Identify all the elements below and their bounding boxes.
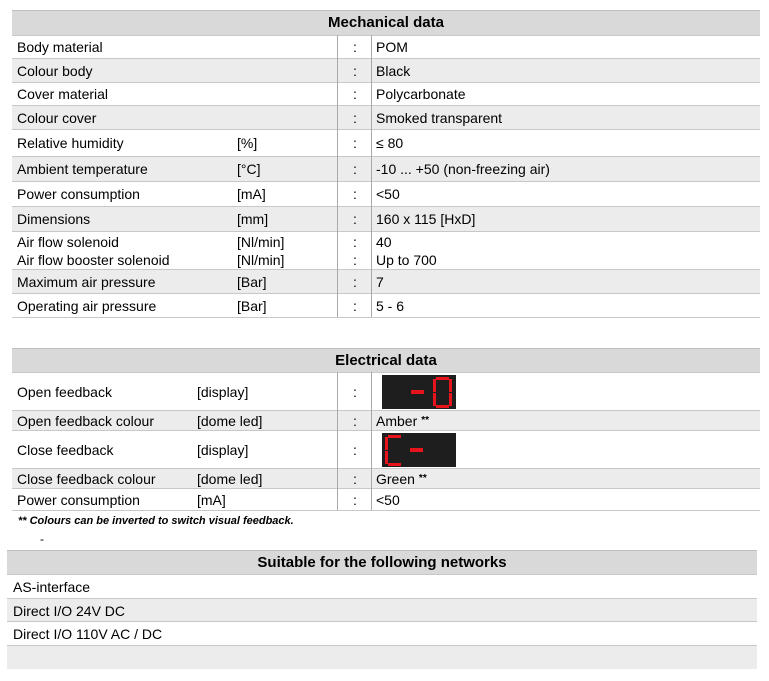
table-row [12,156,760,181]
row-separator: : [353,412,357,429]
segment-display-c-minus-icon [382,433,456,467]
row-separator: : [353,492,357,508]
row-separator: : [353,441,357,458]
table-row [12,58,760,82]
row-separator: : [353,211,357,227]
row-value [376,232,437,269]
table-row [12,372,760,410]
row-value-text: Amber [376,412,418,429]
table-row [12,129,760,156]
list-item: Direct I/O 110V AC / DC [7,621,757,645]
row-unit [237,232,284,269]
row-unit-line1: [Nl/min] [237,233,285,250]
row-label: Power consumption [17,186,140,202]
table-row [12,82,760,105]
row-label: Close feedback [17,441,114,458]
electrical-data-table [12,348,760,512]
row-unit: [%] [237,135,258,151]
row-unit: [display] [197,383,249,400]
column-divider [337,35,338,317]
row-unit: [Bar] [237,273,267,290]
table-row [12,231,760,269]
row-value-line2: Up to 700 [376,251,437,268]
row-value: <50 [376,492,400,508]
networks-table [7,550,757,669]
row-value: POM [376,39,408,55]
row-value: -10 ... +50 (non-freezing air) [376,161,550,177]
row-separator: : [353,39,357,55]
row-separator: : [353,186,357,202]
row-separator: : [353,86,357,102]
networks-list [7,574,757,669]
row-label: Colour body [17,62,93,79]
row-separator: : [353,109,357,126]
row-unit: [display] [197,441,249,458]
networks-header: Suitable for the following networks [7,550,757,574]
row-label-line2: Air flow booster solenoid [17,251,170,268]
row-unit: [mA] [237,186,266,202]
row-separator: : [353,383,357,400]
electrical-data-header: Electrical data [12,348,760,372]
table-row [12,105,760,129]
row-unit: [°C] [237,161,261,177]
row-separator: : [353,161,357,177]
row-separator [353,232,357,269]
row-value: 7 [376,273,384,290]
table-row [12,35,760,58]
row-label: Cover material [17,86,109,102]
row-value: ≤ 80 [376,135,404,151]
row-label: Relative humidity [17,135,124,151]
row-label: Colour cover [17,109,97,126]
mechanical-data-table [12,10,760,318]
row-label: Maximum air pressure [17,273,156,290]
row-separator-line2: : [353,251,357,268]
row-value: 5 - 6 [376,298,405,314]
row-separator: : [353,298,357,314]
row-value: Smoked transparent [376,109,503,126]
row-unit-line2: [Nl/min] [237,251,285,268]
row-value: 160 x 115 [HxD] [376,211,476,227]
open-feedback-display [382,375,456,409]
row-value: Polycarbonate [376,86,466,102]
segment-display-minus-zero-icon [382,375,456,409]
row-unit: [mA] [197,492,226,508]
row-separator: : [353,470,357,487]
table-row [12,430,760,468]
row-label: Operating air pressure [17,298,157,314]
footnote: ** Colours can be inverted to switch visual feedback. [18,515,294,527]
close-feedback-display [382,433,456,467]
table-row [12,488,760,511]
row-separator: : [353,273,357,290]
row-label: Open feedback colour [17,412,154,429]
row-value [376,411,429,430]
row-unit: [dome led] [197,470,263,487]
row-label: Close feedback colour [17,470,156,487]
footnote-marker: ** [421,415,430,426]
stray-dash: - [40,532,44,546]
electrical-rows [12,372,760,511]
row-separator: : [353,62,357,79]
row-value [376,469,427,488]
table-row [12,468,760,488]
row-separator: : [353,135,357,151]
row-unit: [mm] [237,211,269,227]
row-label [17,232,170,269]
row-value: <50 [376,186,400,202]
mechanical-rows [12,35,760,318]
table-row [12,269,760,293]
row-label: Dimensions [17,211,91,227]
row-label: Body material [17,39,103,55]
column-divider [371,35,372,317]
row-value-line1: 40 [376,233,392,250]
mechanical-data-header: Mechanical data [12,10,760,35]
row-label-line1: Air flow solenoid [17,233,119,250]
list-item [7,645,757,669]
table-row [12,410,760,430]
table-row [12,181,760,206]
row-unit: [dome led] [197,412,263,429]
list-item: Direct I/O 24V DC [7,598,757,622]
row-value: Black [376,62,411,79]
table-row [12,293,760,318]
table-row [12,206,760,231]
row-label: Ambient temperature [17,161,148,177]
footnote-marker: ** [418,473,427,484]
row-label: Power consumption [17,492,140,508]
row-value-text: Green [376,470,415,487]
row-separator-line1: : [353,233,357,250]
row-label: Open feedback [17,383,112,400]
column-divider [337,372,338,510]
list-item: AS-interface [7,574,757,598]
row-unit: [Bar] [237,298,267,314]
column-divider [371,372,372,510]
